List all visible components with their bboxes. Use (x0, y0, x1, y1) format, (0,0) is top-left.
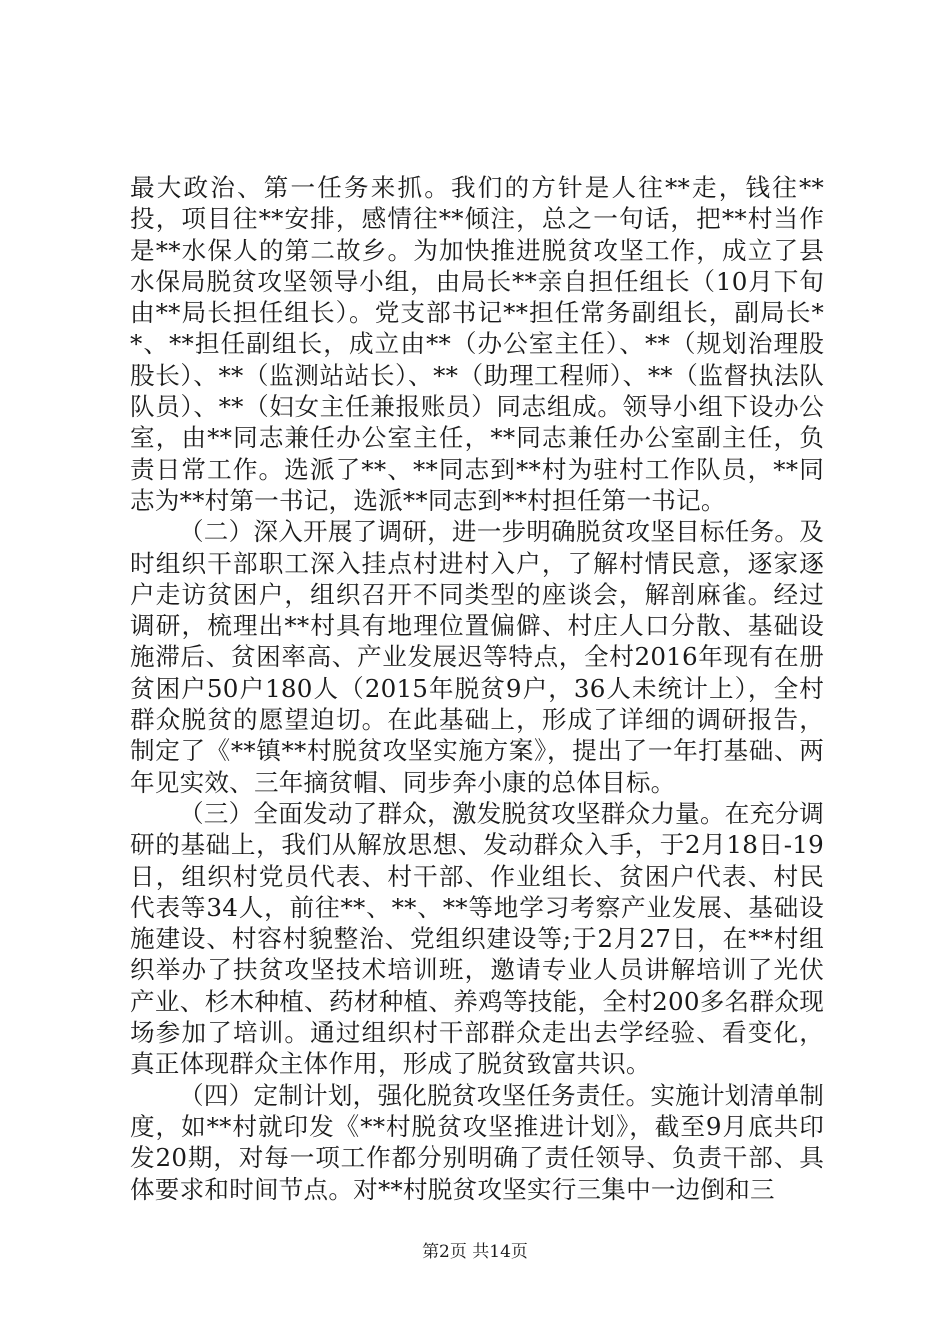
paragraph-section-4: （四）定制计划，强化脱贫攻坚任务责任。实施计划清单制度，如**村就印发《**村脱贫攻坚推进计划》，截至9月底共印发20期，对每一项工作都分别明确了责任领导、负责干部、具体要求和时间节点。对**村脱贫攻坚实行三集中一边倒和三 (130, 1080, 824, 1204)
paragraph-section-3: （三）全面发动了群众，激发脱贫攻坚群众力量。在充分调研的基础上，我们从解放思想、发动群众入手，于2月18日-19日，组织村党员代表、村干部、作业组长、贫困户代表、村民代表等34人，前往**、**、**等地学习考察产业发展、基础设施建设、村容村貌整治、党组织建设等;于2月27日，在**村组织举办了扶贫攻坚技术培训班，邀请专业人员讲解培训了光伏产业、杉木种植、药材种植、养鸡等技能，全村200多名群众现场参加了培训。通过组织村干部群众走出去学经验、看变化，真正体现群众主体作用，形成了脱贫致富共识。 (130, 798, 824, 1079)
paragraph-section-2: （二）深入开展了调研，进一步明确脱贫攻坚目标任务。及时组织干部职工深入挂点村进村入户，了解村情民意，逐家逐户走访贫困户，组织召开不同类型的座谈会，解剖麻雀。经过调研，梳理出**村具有地理位置偏僻、村庄人口分散、基础设施滞后、贫困率高、产业发展迟等特点，全村2016年现有在册贫困户50户180人（2015年脱贫9户，36人未统计上），全村群众脱贫的愿望迫切。在此基础上，形成了详细的调研报告，制定了《**镇**村脱贫攻坚实施方案》，提出了一年打基础、两年见实效、三年摘贫帽、同步奔小康的总体目标。 (130, 517, 824, 797)
document-body (130, 172, 824, 1205)
page-footer: 第2页 共14页 (422, 1242, 528, 1262)
paragraph-continuation: 最大政治、第一任务来抓。我们的方针是人往**走，钱往**投，项目往**安排，感情往**倾注，总之一句话，把**村当作是**水保人的第二故乡。为加快推进脱贫攻坚工作，成立了县水保局脱贫攻坚领导小组，由局长**亲自担任组长（10月下旬由**局长担任组长）。党支部书记**担任常务副组长，副局长**、**担任副组长，成立由**（办公室主任）、**（规划治理股股长）、**（监测站站长）、**（助理工程师）、**（监督执法队队员）、**（妇女主任兼报账员）同志组成。领导小组下设办公室，由**同志兼任办公室主任，**同志兼任办公室副主任，负责日常工作。选派了**、**同志到**村为驻村工作队员，**同志为**村第一书记，选派**同志到**村担任第一书记。 (130, 173, 824, 515)
